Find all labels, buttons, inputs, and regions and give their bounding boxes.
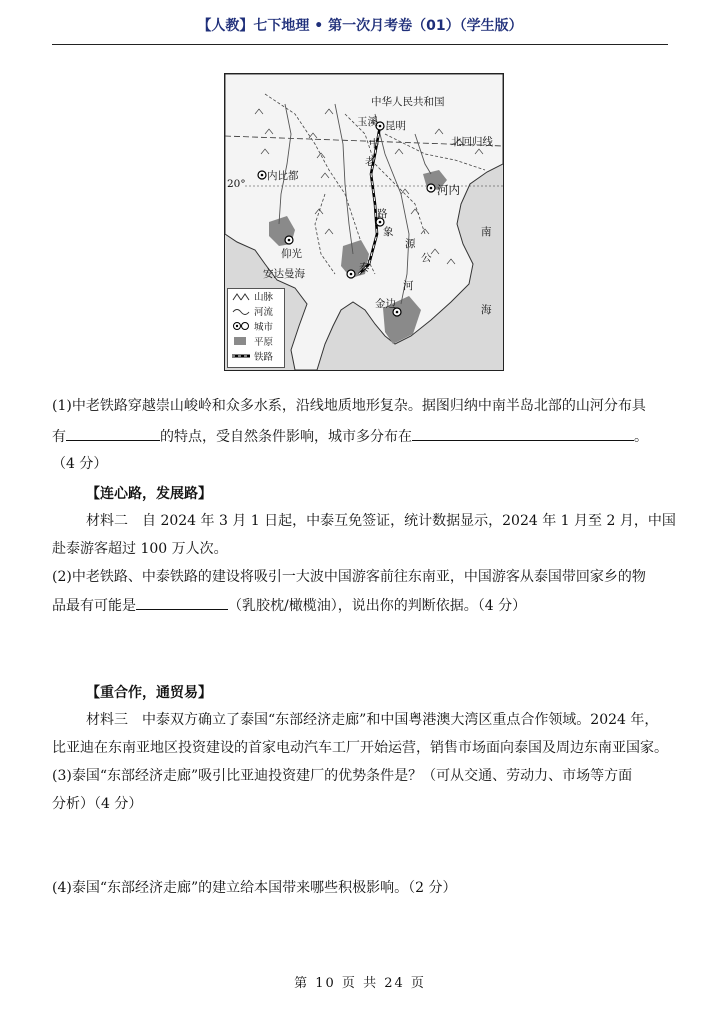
- label-andaman-sea: 安达曼海: [263, 268, 305, 280]
- mountain-icon: [232, 291, 250, 301]
- label-yuan: 源: [405, 238, 416, 250]
- q1-score: （4 分）: [52, 456, 108, 472]
- material2-line2: 赴泰游客超过 100 万人次。: [52, 541, 228, 557]
- header-divider: [52, 44, 668, 45]
- q4-line1: (4)泰国“东部经济走廊”的建立给本国带来哪些积极影响。（2 分）: [52, 880, 457, 896]
- q3-line2: 分析）（4 分）: [52, 796, 143, 812]
- label-hanoi: 河内: [437, 183, 460, 197]
- plain-icon: [232, 336, 250, 346]
- legend-mountain: 山脉: [232, 291, 284, 305]
- label-he: 河: [403, 280, 414, 292]
- material3-line2: 比亚迪在东南亚地区投资建设的首家电动汽车工厂开始运营，销售市场面向泰国及周边东南亚国家。: [52, 740, 668, 756]
- label-china: 中华人民共和国: [371, 96, 445, 108]
- label-lao: 老: [365, 156, 376, 168]
- label-lu: 路: [377, 208, 388, 220]
- label-thai: 泰: [359, 262, 370, 274]
- q1-line2: [52, 426, 668, 447]
- label-nan: 南: [481, 226, 492, 238]
- q1-text-c: 。: [634, 429, 648, 445]
- section-title-2: 【连心路，发展路】: [86, 486, 212, 502]
- legend-railway: 铁路: [232, 351, 284, 365]
- label-yuxi: 玉溪: [357, 116, 378, 128]
- page-footer: 第 10 页 共 24 页: [294, 976, 426, 991]
- legend-river: 河流: [232, 306, 284, 320]
- river-icon: [232, 306, 250, 316]
- section-title-3: 【重合作，通贸易】: [86, 685, 212, 701]
- city-icon: [232, 321, 250, 331]
- label-phnom-penh: 金边: [375, 298, 396, 310]
- label-tropic-of-cancer: 北回归线: [451, 136, 493, 148]
- material3-line1: 材料三 中泰双方确立了泰国“东部经济走廊”和中国粤港澳大湾区重点合作领域。2024 年，: [86, 712, 659, 728]
- q3-line1: (3)泰国“东部经济走廊”吸引比亚迪投资建厂的优势条件是？（可从交通、劳动力、市场等方面: [52, 768, 633, 784]
- q2-text-b: （乳胶枕/橄榄油），说出你的判断依据。（4 分）: [228, 598, 527, 614]
- q2-answer-blank[interactable]: [136, 595, 228, 610]
- q1-answer-blank-2[interactable]: [412, 426, 634, 441]
- legend-city: 城市: [232, 321, 284, 335]
- map-legend: [227, 288, 285, 368]
- label-gong: 公: [421, 252, 432, 264]
- q1-line1: (1)中老铁路穿越崇山峻岭和众多水系，沿线地质地形复杂。据图归纳中南半岛北部的山河分布具: [52, 398, 646, 414]
- q2-line1: (2)中老铁路、中泰铁路的建设将吸引一大波中国游客前往东南亚，中国游客从泰国带回家乡的物: [52, 569, 646, 585]
- label-latitude-20: 20°: [227, 178, 246, 190]
- label-zhong: 中: [369, 138, 380, 150]
- label-kunming: 昆明: [385, 120, 406, 132]
- legend-plain: 平原: [232, 336, 284, 350]
- q2-line2: [52, 595, 668, 616]
- label-xiang: 象: [383, 226, 394, 238]
- label-naypyidaw: 内比都: [267, 170, 299, 182]
- q2-text-a: 品最有可能是: [52, 598, 136, 614]
- label-yangon: 仰光: [281, 248, 302, 260]
- q1-text-a: 有: [52, 429, 66, 445]
- label-hai: 海: [481, 304, 492, 316]
- page-header-title: 【人教】七下地理 • 第一次月考卷（01）（学生版）: [197, 18, 523, 34]
- railway-icon: [232, 351, 250, 361]
- q1-text-b: 的特点，受自然条件影响，城市多分布在: [160, 429, 412, 445]
- material2-line1: 材料二 自 2024 年 3 月 1 日起，中泰互免签证，统计数据显示，2024 年 1 月至 2 月，中国: [86, 513, 676, 529]
- indochina-map-figure: [224, 73, 504, 371]
- q1-answer-blank-1[interactable]: [66, 426, 160, 441]
